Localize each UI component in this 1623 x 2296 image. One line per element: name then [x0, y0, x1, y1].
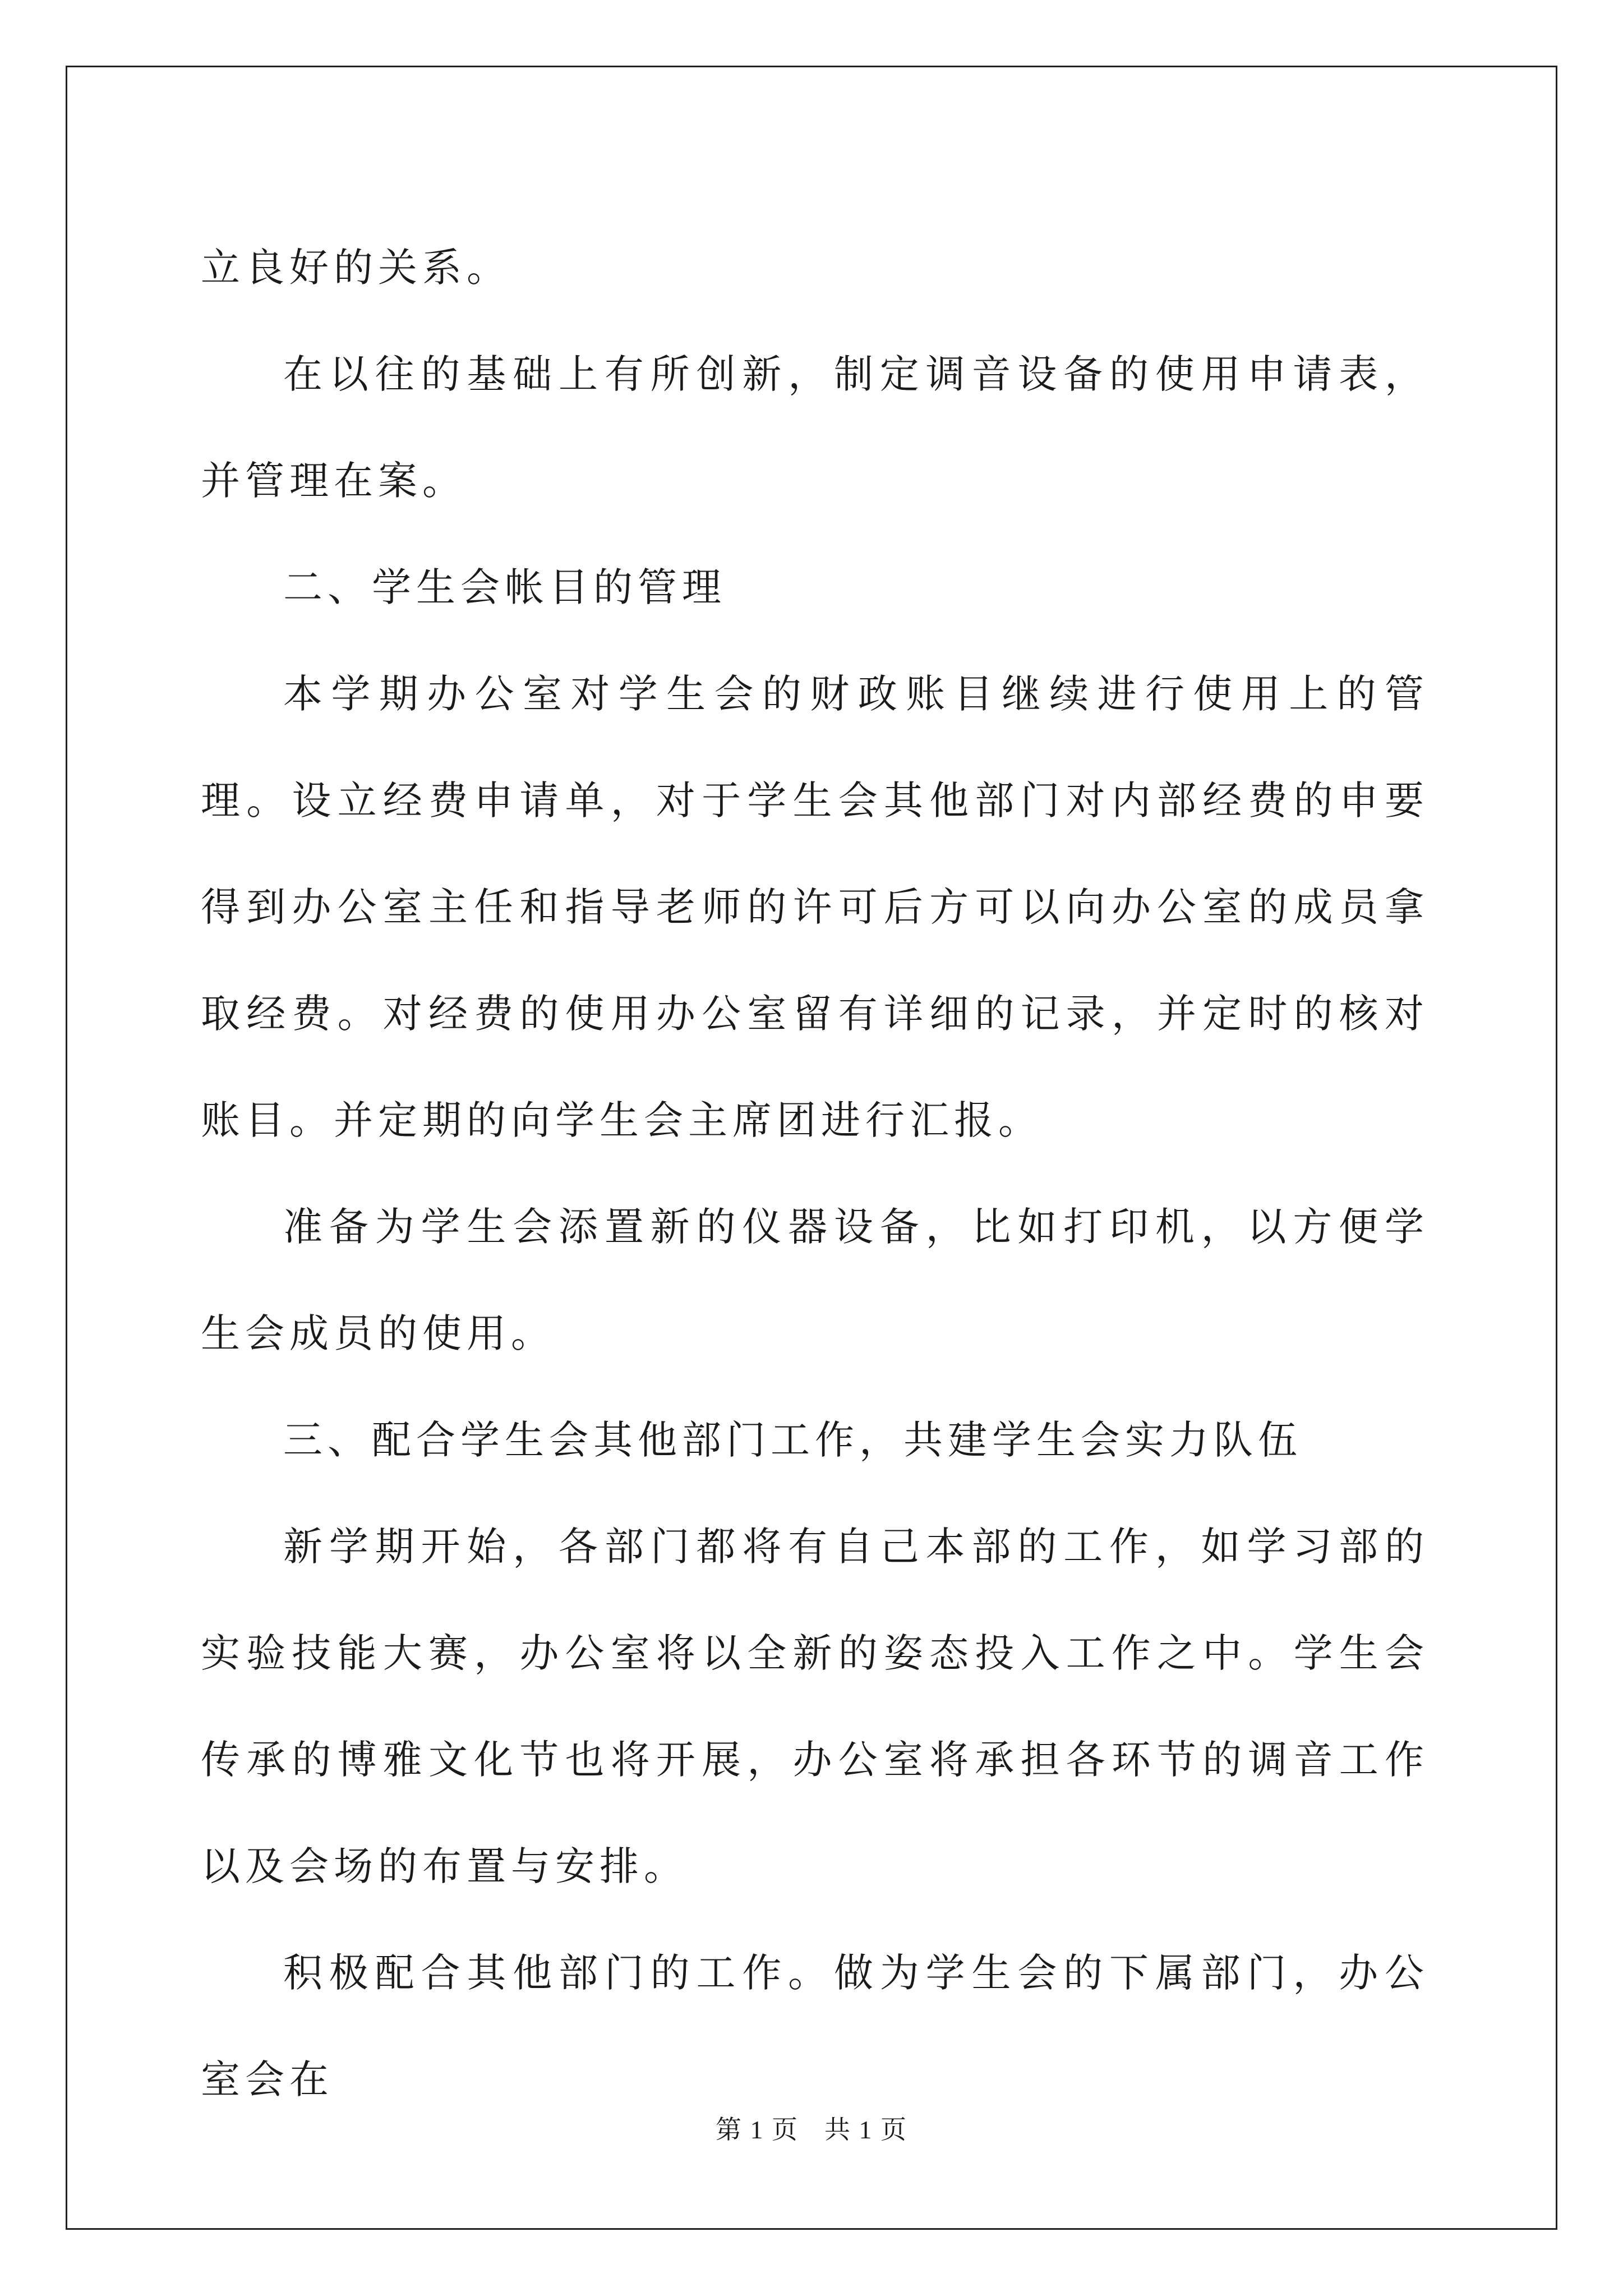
paragraph-5: 新学期开始，各部门都将有自己本部的工作，如学习部的实验技能大赛，办公室将以全新的姿态投入工作之中。学生会传承的博雅文化节也将开展，办公室将承担各环节的调音工作以及会场的布置与安排。: [201, 1524, 1429, 1889]
section-heading-3: 三、配合学生会其他部门工作，共建学生会实力队伍: [283, 1417, 1302, 1463]
paragraph-2: 在以往的基础上有所创新，制定调音设备的使用申请表，并管理在案。: [201, 351, 1429, 504]
page-footer: [0, 2109, 1623, 2146]
paragraph-4: 准备为学生会添置新的仪器设备，比如打印机，以方便学生会成员的使用。: [201, 1204, 1429, 1356]
document-body: [201, 214, 1429, 2133]
section-heading-2: 二、学生会帐目的管理: [283, 564, 726, 610]
paragraph-6: 积极配合其他部门的工作。做为学生会的下属部门，办公室会在: [201, 1950, 1429, 2102]
paragraph-1: 立良好的关系。: [201, 245, 511, 291]
page-total: 共 1 页: [824, 2115, 907, 2144]
page-number: 第 1 页: [716, 2115, 799, 2144]
paragraph-3: 本学期办公室对学生会的财政账目继续进行使用上的管理。设立经费申请单，对于学生会其他部门对内部经费的申要得到办公室主任和指导老师的许可后方可以向办公室的成员拿取经费。对经费的使用办公室留有详细的记录，并定时的核对账目。并定期的向学生会主席团进行汇报。: [201, 671, 1429, 1143]
